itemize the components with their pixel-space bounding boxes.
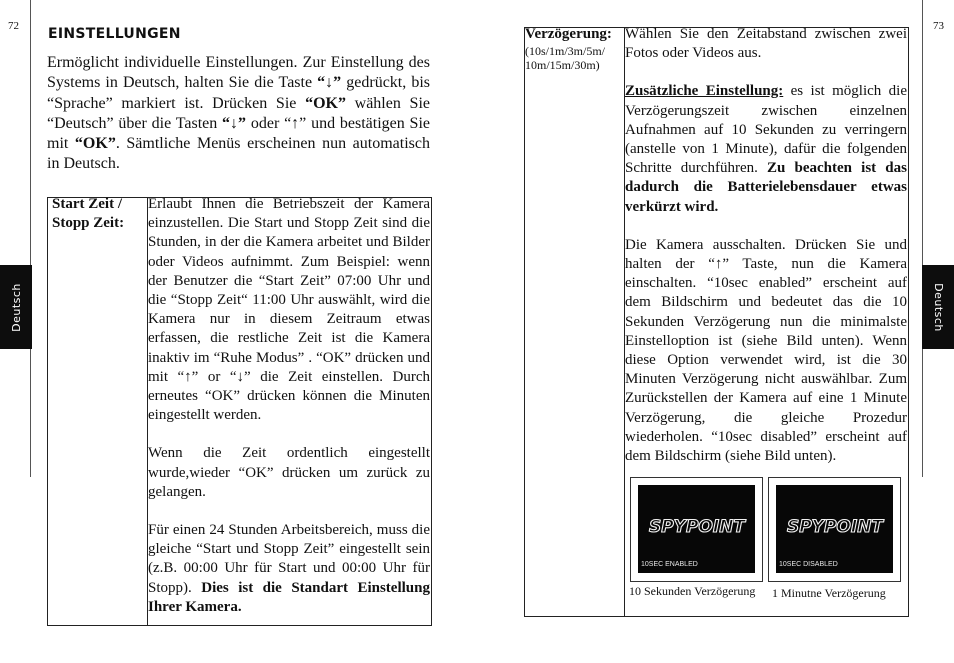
text-run: Zu beachten ist das dadurch die Batterielebensdauer etwas verkürzt wird. [625, 160, 907, 215]
description-paragraph [148, 521, 430, 617]
caption-enabled: 10 Sekunden Verzögerung [629, 584, 756, 598]
left-margin-line [30, 0, 31, 265]
text-run: oder “↑” und bestätigen Sie mit [47, 114, 430, 153]
row-title-delay: Verzögerung: [525, 26, 612, 42]
screen-label-enabled: 10SEC ENABLED [641, 561, 698, 568]
text-run: Wählen Sie den Zeitabstand zwischen zwei Fotos oder Videos aus. [625, 26, 907, 62]
text-run: gedrückt, bis “Sprache” markiert ist. Drücken Sie [47, 74, 430, 112]
camera-screen-enabled [638, 485, 755, 573]
spypoint-logo [642, 515, 752, 539]
text-run: “↓” [317, 74, 342, 92]
row-subtitle-delay: (10s/1m/3m/5m/ 10m/15m/30m) [525, 44, 606, 72]
camera-screen-disabled [776, 485, 893, 573]
screen-label-disabled: 10SEC DISABLED [779, 561, 838, 568]
text-run: Erlaubt Ihnen die Betriebszeit der Kamera einzustellen. Die Start und Stopp Zeit sind die Stunden, in der die Kamera arbeitet und Bilder oder Videos aufnimmt. Zum Beispiel: wenn der Benutzer die “Start Zeit” 07:00 Uhr und die “Stopp Zeit“ 11:00 Uhr auswählt, wird die Kamera nur in diesem Zeitraum etwas erfassen, die restliche Zeit ist die Kamera inaktiv im “Ruhe Modus” . “OK” drücken und mit “↑” or “↓” die Zeit einstellen. Durch erneutes “OK” drücken können die Minuten eingestellt werden. [148, 196, 430, 424]
side-tab-right [922, 265, 954, 349]
text-run: Wenn die Zeit ordentlich eingestellt wurde,wieder “OK” drücken um zurück zu gelangen. [148, 445, 430, 500]
screen-frame-disabled [768, 477, 901, 582]
page-number-right: 73 [933, 20, 944, 32]
spypoint-logo [780, 515, 890, 539]
side-tab-left [0, 265, 32, 349]
text-run: “↓” [222, 114, 247, 132]
right-margin-line [922, 0, 923, 265]
description-paragraph [625, 236, 907, 466]
side-tab-left-label: Deutsch [9, 282, 23, 332]
caption-disabled: 1 Minutne Verzögerung [772, 586, 886, 600]
text-run: “OK” [74, 135, 116, 153]
text-run: Für einen 24 Stunden Arbeitsbereich, muss die gleiche “Start und Stopp Zeit” eingestellt sein (z.B. 00:00 Uhr für Start und 00:00 Uhr für Stopp). [148, 522, 430, 596]
intro-paragraph [47, 53, 430, 175]
row-description-start-stop [148, 195, 430, 617]
text-run: Dies ist die Standart Einstellung Ihrer Kamera. [148, 579, 430, 615]
text-run: Ermöglicht individuelle Einstellungen. Zur Einstellung des Systems in Deutsch, halten Sie die Taste [47, 54, 430, 92]
page-number-left: 72 [8, 20, 19, 32]
side-tab-right-label: Deutsch [931, 282, 945, 332]
text-run: . Sämtliche Menüs erscheinen nun automatisch in Deutsch. [47, 135, 430, 173]
description-paragraph [148, 195, 430, 425]
screen-frame-enabled [630, 477, 763, 582]
text-run: es ist möglich die Verzögerungszeit zwischen einzelnen Aufnahmen auf 10 Sekunden zu verringern (anstelle von 1 Minute), dafür die folgenden Schritte durchführen. [625, 83, 907, 177]
text-run: Die Kamera ausschalten. Drücken Sie und halten der “↑” Taste, nun die Kamera einschalten. “10sec enabled” erscheint auf dem Bildschirm und bedeutet das die 10 Sekunden Verzögerung nun die minimalste Einstelloption ist (siehe Bild unten). Wenn diese Option verwendet wird, ist die 30 Minuten Verzögerung nicht auswählbar. Zum Zurückstellen der Kamera auf eine 1 Minute Verzögerung, die gleiche Prozedur wiederholen. “10sec disabled” erscheint auf dem Bildschirm (siehe Bild unten). [625, 236, 907, 465]
text-run: Zusätzliche Einstellung: [625, 83, 784, 100]
row-title-start-stop: Start Zeit / Stopp Zeit: [52, 196, 125, 231]
spypoint-logo-text: SPYPOINT [648, 517, 746, 537]
left-margin-line-lower [30, 349, 31, 477]
text-run: wählen Sie “Deutsch” über die Tasten [47, 94, 430, 132]
right-margin-line-lower [922, 349, 923, 477]
description-paragraph [148, 444, 430, 502]
row-description-delay [625, 25, 907, 466]
text-run: “OK” [305, 94, 346, 112]
description-paragraph [625, 82, 907, 216]
section-heading: EINSTELLUNGEN [48, 26, 181, 42]
description-paragraph [625, 25, 907, 63]
spypoint-logo-text: SPYPOINT [786, 517, 884, 537]
